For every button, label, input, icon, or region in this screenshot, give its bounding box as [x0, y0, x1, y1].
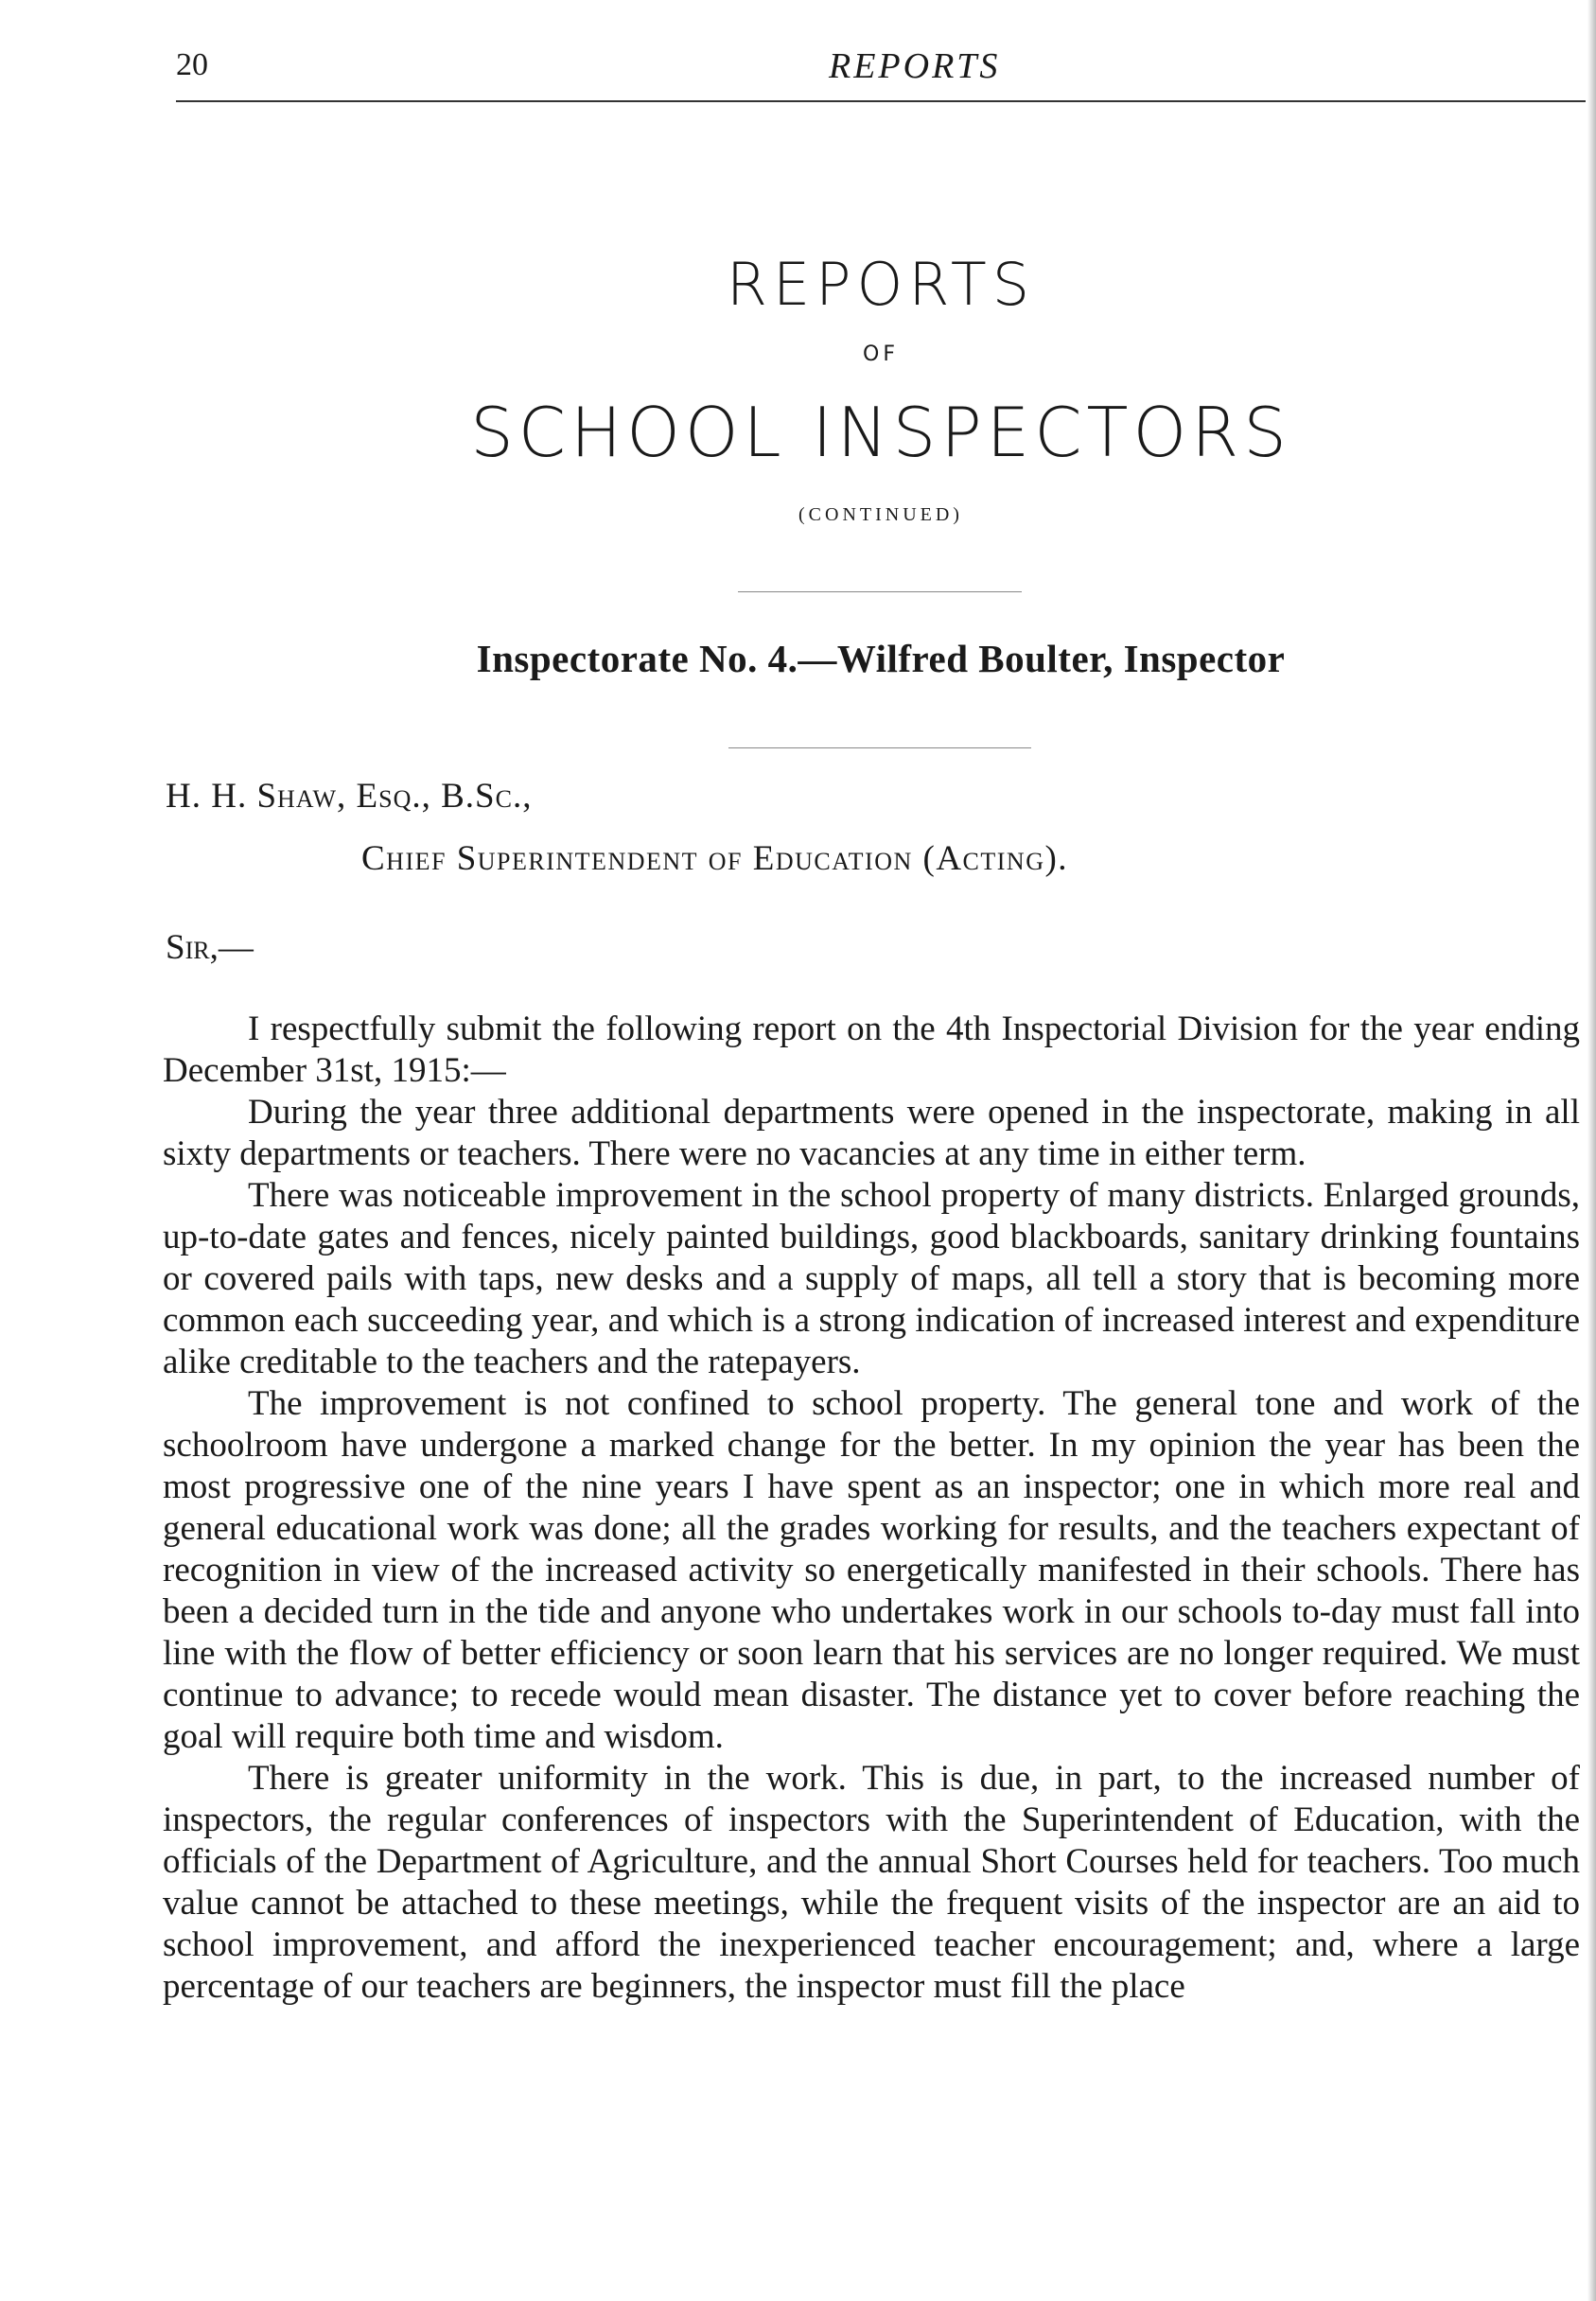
paragraph: During the year three additional departments were opened in the inspectorate, making in all sixty departments or teachers. There were no vacancies at any time in either term.: [163, 1093, 1580, 1173]
title-continued: (CONTINUED): [798, 504, 963, 525]
running-title: REPORTS: [829, 46, 1001, 86]
section-heading: Inspectorate No. 4.—Wilfred Boulter, Inspector: [476, 637, 1286, 680]
title-block: [176, 250, 1586, 526]
page-number: 20: [176, 47, 208, 82]
paragraph: I respectfully submit the following report on the 4th Inspectorial Division for the year ending December 31st, 1915:—: [163, 1010, 1580, 1090]
running-header: [176, 45, 1586, 102]
paragraph: The improvement is not confined to school property. The general tone and work of the schoolroom have undergone a marked change for the better. In my opinion the year has been the most progressive one of the nine years I have spent as an inspector; one in which more real and general educational work was done; all the grades working for results, and the teachers expectant of recognition in view of the increased activity so energetically manifested in their schools. There has been a decided turn in the tide and anyone who undertakes work in our schools to-day must fall into line with the flow of better efficiency or soon learn that his services are no longer required. We must continue to advance; to recede would mean disaster. The distance yet to cover before reaching the goal will require both time and wisdom.: [163, 1384, 1580, 1756]
title-main: REPORTS: [726, 250, 1036, 319]
header-rule: [176, 100, 1586, 102]
title-of: OF: [863, 343, 899, 366]
letter-addressee-title: Chief Superintendent of Education (Acting).: [361, 839, 1069, 878]
page-edge-shadow: [1587, 0, 1596, 2301]
title-subtitle: SCHOOL INSPECTORS: [470, 393, 1291, 472]
letter-body: [163, 1009, 1580, 2008]
paragraph: There is greater uniformity in the work. This is due, in part, to the increased number of inspectors, the regular conferences of inspectors with the Superintendent of Education, with the officials of the Department of Agriculture, and the annual Short Courses held for teachers. Too much value cannot be attached to these meetings, while the frequent visits of the inspector are an aid to school improvement, and afford the inexperienced teacher encouragement; and, where a large percentage of our teachers are beginners, the inspector must fill the place: [163, 1759, 1580, 2006]
title-divider: [738, 591, 1022, 592]
heading-divider: [728, 747, 1031, 748]
letter-addressee: H. H. Shaw, Esq., B.Sc.,: [166, 777, 533, 816]
letter-salutation: Sir,—: [166, 928, 254, 967]
paragraph: There was noticeable improvement in the school property of many districts. Enlarged grounds, up-to-date gates and fences, nicely painted buildings, good blackboards, sanitary drinking fountains or covered pails with taps, new desks and a supply of maps, all tell a story that is becoming more common each succeeding year, and which is a strong indication of increased interest and expenditure alike creditable to the teachers and the ratepayers.: [163, 1176, 1580, 1381]
